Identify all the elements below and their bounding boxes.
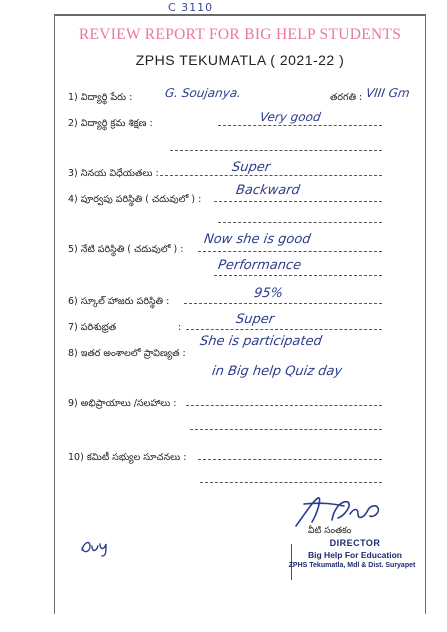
field-value-name: G. Soujanya.: [164, 86, 243, 100]
field-value-other-skills-2: in Big help Quiz day: [210, 364, 344, 379]
reference-number: C 3110: [168, 1, 214, 14]
signature-label: వీటి సంతకం: [308, 526, 352, 536]
dash-line: [184, 303, 382, 304]
dash-line: [170, 150, 382, 151]
class-value: VIII Gm: [365, 86, 411, 100]
stamp-line-2: Big Help For Education: [308, 550, 402, 560]
field-value-obedience: Super: [230, 160, 272, 175]
field-label-present: 5) నేటి పరిస్థితి ( చదువులో ) :: [68, 244, 184, 255]
field-label-previous: 4) పూర్వపు పరిస్థితి ( చదువులో ) :: [68, 194, 202, 205]
stamp-line-1: DIRECTOR: [329, 538, 381, 548]
field-label-committee: 10) కమిటీ సభ్యుల సూచనలు :: [68, 452, 187, 463]
dash-line: [214, 201, 382, 202]
field-label-discipline: 2) విద్యార్థి క్రమ శిక్షణ :: [68, 118, 153, 129]
field-label-cleanliness: 7) పరిశుభ్రత: [68, 322, 117, 333]
dash-line: [190, 429, 382, 430]
colon: :: [178, 322, 182, 333]
field-label-obedience: 3) నినయ విధేయతలు :: [68, 168, 159, 179]
dash-line: [186, 329, 382, 330]
page-top-border: [54, 14, 426, 16]
dash-line: [198, 459, 382, 460]
dash-line: [218, 125, 382, 126]
field-value-discipline: Very good: [259, 110, 322, 124]
report-title: REVIEW REPORT FOR BIG HELP STUDENTS: [78, 26, 402, 43]
field-label-other-skills: 8) ఇతర అంశాలలో ప్రావిణ్యత :: [68, 348, 186, 359]
initial-signature: [78, 536, 114, 558]
field-value-present: Now she is good: [202, 232, 312, 247]
dash-line: [218, 222, 382, 223]
field-label-attendance: 6) స్కూల్ హాజరు పరిస్థితి :: [68, 296, 170, 307]
dash-line: [186, 405, 382, 406]
dash-line: [160, 175, 382, 176]
field-value-other-skills: She is participated: [198, 334, 323, 349]
field-value-present-2: Performance: [216, 258, 303, 273]
field-value-previous: Backward: [234, 183, 301, 198]
field-value-attendance: 95%: [252, 286, 284, 301]
class-label: తరగతి :: [330, 92, 363, 103]
field-label-opinions: 9) అభిప్రాయాలు /సలహాలు :: [68, 398, 177, 409]
field-label-name: 1) విద్యార్థి పేరు :: [68, 92, 133, 103]
dash-line: [214, 275, 382, 276]
dash-line: [200, 482, 382, 483]
director-stamp: [290, 538, 420, 569]
field-value-cleanliness: Super: [234, 312, 276, 327]
stamp-line-3: ZPHS Tekumatla, Mdl & Dist. Suryapet: [288, 562, 416, 569]
school-subtitle: ZPHS TEKUMATLA ( 2021-22 ): [135, 52, 345, 68]
dash-line: [198, 251, 382, 252]
